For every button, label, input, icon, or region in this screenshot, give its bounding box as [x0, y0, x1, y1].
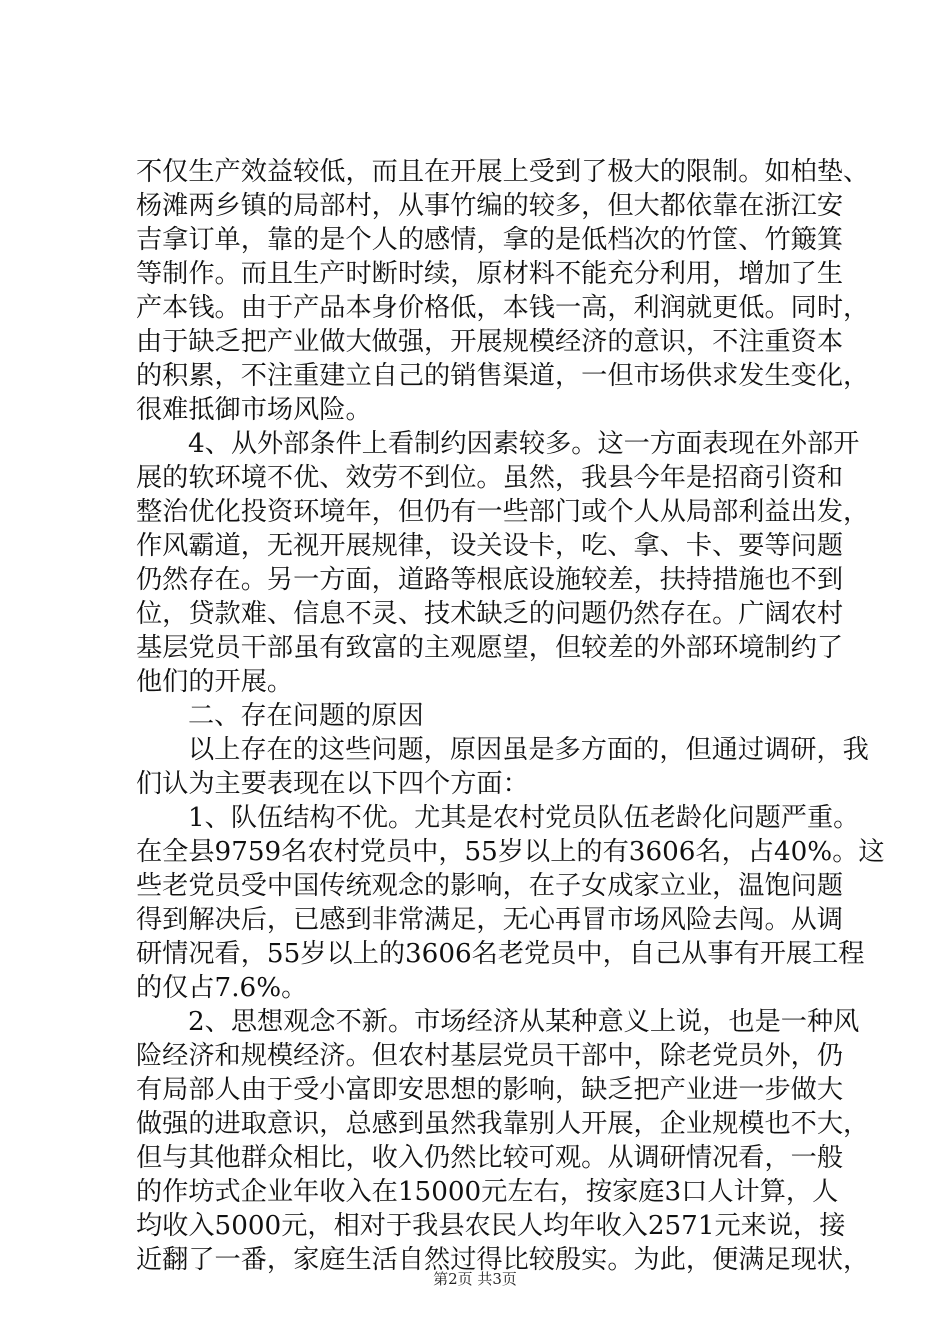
text-line: 的积累，不注重建立自己的销售渠道，一但市场供求发生变化， — [136, 361, 870, 391]
text-line: 得到解决后，已感到非常满足，无心再冒市场风险去闯。从调 — [136, 905, 844, 935]
paragraph-start: 以上存在的这些问题，原因虽是多方面的，但通过调研，我 — [188, 735, 869, 765]
text-line: 但与其他群众相比，收入仍然比较可观。从调研情况看，一般 — [136, 1143, 844, 1173]
text-line: 产本钱。由于产品本身价格低，本钱一高，利润就更低。同时， — [136, 293, 870, 323]
text-line: 均收入5000元，相对于我县农民人均年收入2571元来说，接 — [136, 1211, 846, 1241]
text-line: 的仅占7.6%。 — [136, 973, 308, 1003]
text-line: 作风霸道，无视开展规律，设关设卡，吃、拿、卡、要等问题 — [136, 531, 844, 561]
text-line: 位，贷款难、信息不灵、技术缺乏的问题仍然存在。广阔农村 — [136, 599, 844, 629]
text-line: 险经济和规模经济。但农村基层党员干部中，除老党员外，仍 — [136, 1041, 844, 1071]
text-line: 等制作。而且生产时断时续，原材料不能充分利用，增加了生 — [136, 259, 844, 289]
text-line: 在全县9759名农村党员中，55岁以上的有3606名，占40%。这 — [136, 837, 885, 867]
text-line: 整治优化投资环境年，但仍有一些部门或个人从局部利益出发， — [136, 497, 870, 527]
text-line: 基层党员干部虽有致富的主观愿望，但较差的外部环境制约了 — [136, 633, 844, 663]
text-line: 杨滩两乡镇的局部村，从事竹编的较多，但大都依靠在浙江安 — [136, 191, 844, 221]
text-line: 些老党员受中国传统观念的影响，在子女成家立业，温饱问题 — [136, 871, 844, 901]
text-line: 展的软环境不优、效劳不到位。虽然，我县今年是招商引资和 — [136, 463, 844, 493]
text-line: 们认为主要表现在以下四个方面： — [136, 769, 529, 799]
paragraph-start: 4、从外部条件上看制约因素较多。这一方面表现在外部开 — [188, 429, 860, 459]
text-line: 很难抵御市场风险。 — [136, 395, 372, 425]
text-line: 吉拿订单，靠的是个人的感情，拿的是低档次的竹筐、竹簸箕 — [136, 225, 844, 255]
paragraph-start: 1、队伍结构不优。尤其是农村党员队伍老龄化问题严重。 — [188, 803, 860, 833]
page-number-footer: 第2页 共3页 — [433, 1270, 517, 1288]
text-line: 的作坊式企业年收入在15000元左右，按家庭3口人计算，人 — [136, 1177, 839, 1207]
text-line: 由于缺乏把产业做大做强，开展规模经济的意识，不注重资本 — [136, 327, 844, 357]
text-line: 做强的进取意识，总感到虽然我靠别人开展，企业规模也不大， — [136, 1109, 870, 1139]
text-line: 不仅生产效益较低，而且在开展上受到了极大的限制。如柏垫、 — [136, 157, 870, 187]
text-line: 有局部人由于受小富即安思想的影响，缺乏把产业进一步做大 — [136, 1075, 844, 1105]
text-line: 他们的开展。 — [136, 667, 294, 697]
text-line: 仍然存在。另一方面，道路等根底设施较差，扶持措施也不到 — [136, 565, 844, 595]
text-line: 近翻了一番，家庭生活自然过得比较殷实。为此，便满足现状， — [136, 1245, 870, 1275]
text-line: 研情况看，55岁以上的3606名老党员中，自己从事有开展工程 — [136, 939, 865, 969]
section-heading: 二、存在问题的原因 — [188, 701, 424, 731]
paragraph-start: 2、思想观念不新。市场经济从某种意义上说，也是一种风 — [188, 1007, 860, 1037]
